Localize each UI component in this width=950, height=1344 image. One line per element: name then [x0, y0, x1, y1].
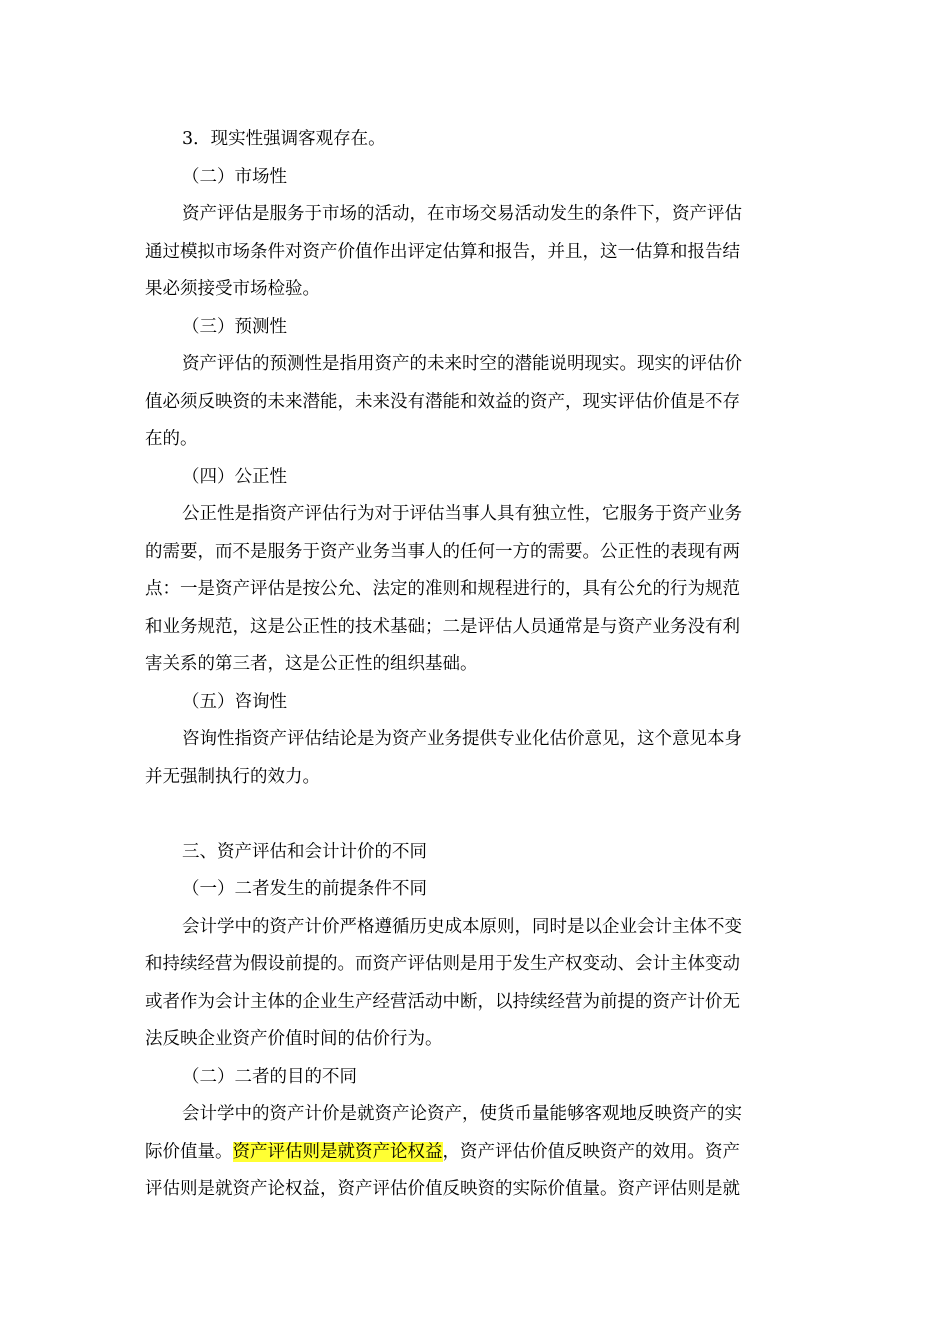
paragraph-line: 通过模拟市场条件对资产价值作出评定估算和报告，并且，这一估算和报告结	[145, 241, 740, 262]
chapter-heading-differences: 三、资产评估和会计计价的不同	[182, 841, 427, 862]
paragraph-line: 资产评估是服务于市场的活动，在市场交易活动发生的条件下，资产评估	[182, 204, 742, 224]
paragraph-line: 和持续经营为假设前提的。而资产评估则是用于发生产权变动、会计主体变动	[145, 954, 740, 974]
section-heading-purpose: （二）二者的目的不同	[182, 1066, 357, 1087]
paragraph-line: 评估则是就资产论权益，资产评估价值反映资的实际价值量。资产评估则是就	[145, 1179, 740, 1199]
paragraph-line: 值必须反映资的未来潜能，未来没有潜能和效益的资产，现实评估价值是不存	[145, 391, 740, 412]
paragraph-line: 在的。	[145, 429, 198, 449]
text-run: 际价值量。	[145, 1141, 233, 1162]
paragraph-line-highlighted	[145, 1134, 809, 1172]
paragraph-line: 会计学中的资产计价严格遵循历史成本原则，同时是以企业会计主体不变	[182, 916, 742, 937]
text-run: ，资产评估价值反映资产的效用。资产	[442, 1141, 740, 1162]
document-body	[145, 121, 809, 1209]
paragraph-line: 果必须接受市场检验。	[145, 279, 320, 299]
blank-line	[145, 796, 809, 834]
paragraph-line: 法反映企业资产价值时间的估价行为。	[145, 1029, 443, 1049]
paragraph-line: 的需要，而不是服务于资产业务当事人的任何一方的需要。公正性的表现有两	[145, 541, 740, 562]
paragraph-line: 并无强制执行的效力。	[145, 766, 320, 787]
paragraph-line: 咨询性指资产评估结论是为资产业务提供专业化估价意见，这个意见本身	[182, 729, 742, 749]
paragraph-line: 或者作为会计主体的企业生产经营活动中断，以持续经营为前提的资产计价无	[145, 991, 740, 1012]
paragraph-line: 公正性是指资产评估行为对于评估当事人具有独立性，它服务于资产业务	[182, 504, 742, 524]
list-item-realism: 3．现实性强调客观存在。	[182, 129, 386, 149]
paragraph-line: 点：一是资产评估是按公允、法定的准则和规程进行的，具有公允的行为规范	[145, 579, 740, 599]
paragraph-line: 害关系的第三者，这是公正性的组织基础。	[145, 654, 478, 674]
section-heading-advisory: （五）咨询性	[182, 691, 287, 712]
paragraph-line: 会计学中的资产计价是就资产论资产，使货币量能够客观地反映资产的实	[182, 1104, 742, 1124]
highlighted-text: 资产评估则是就资产论权益	[232, 1141, 443, 1162]
paragraph-line: 和业务规范，这是公正性的技术基础；二是评估人员通常是与资产业务没有利	[145, 616, 740, 637]
paragraph-line: 资产评估的预测性是指用资产的未来时空的潜能说明现实。现实的评估价	[182, 354, 742, 374]
section-heading-preconditions: （一）二者发生的前提条件不同	[182, 879, 427, 899]
section-heading-fairness: （四）公正性	[182, 466, 287, 487]
section-heading-market: （二）市场性	[182, 166, 287, 187]
section-heading-forecast: （三）预测性	[182, 316, 287, 337]
